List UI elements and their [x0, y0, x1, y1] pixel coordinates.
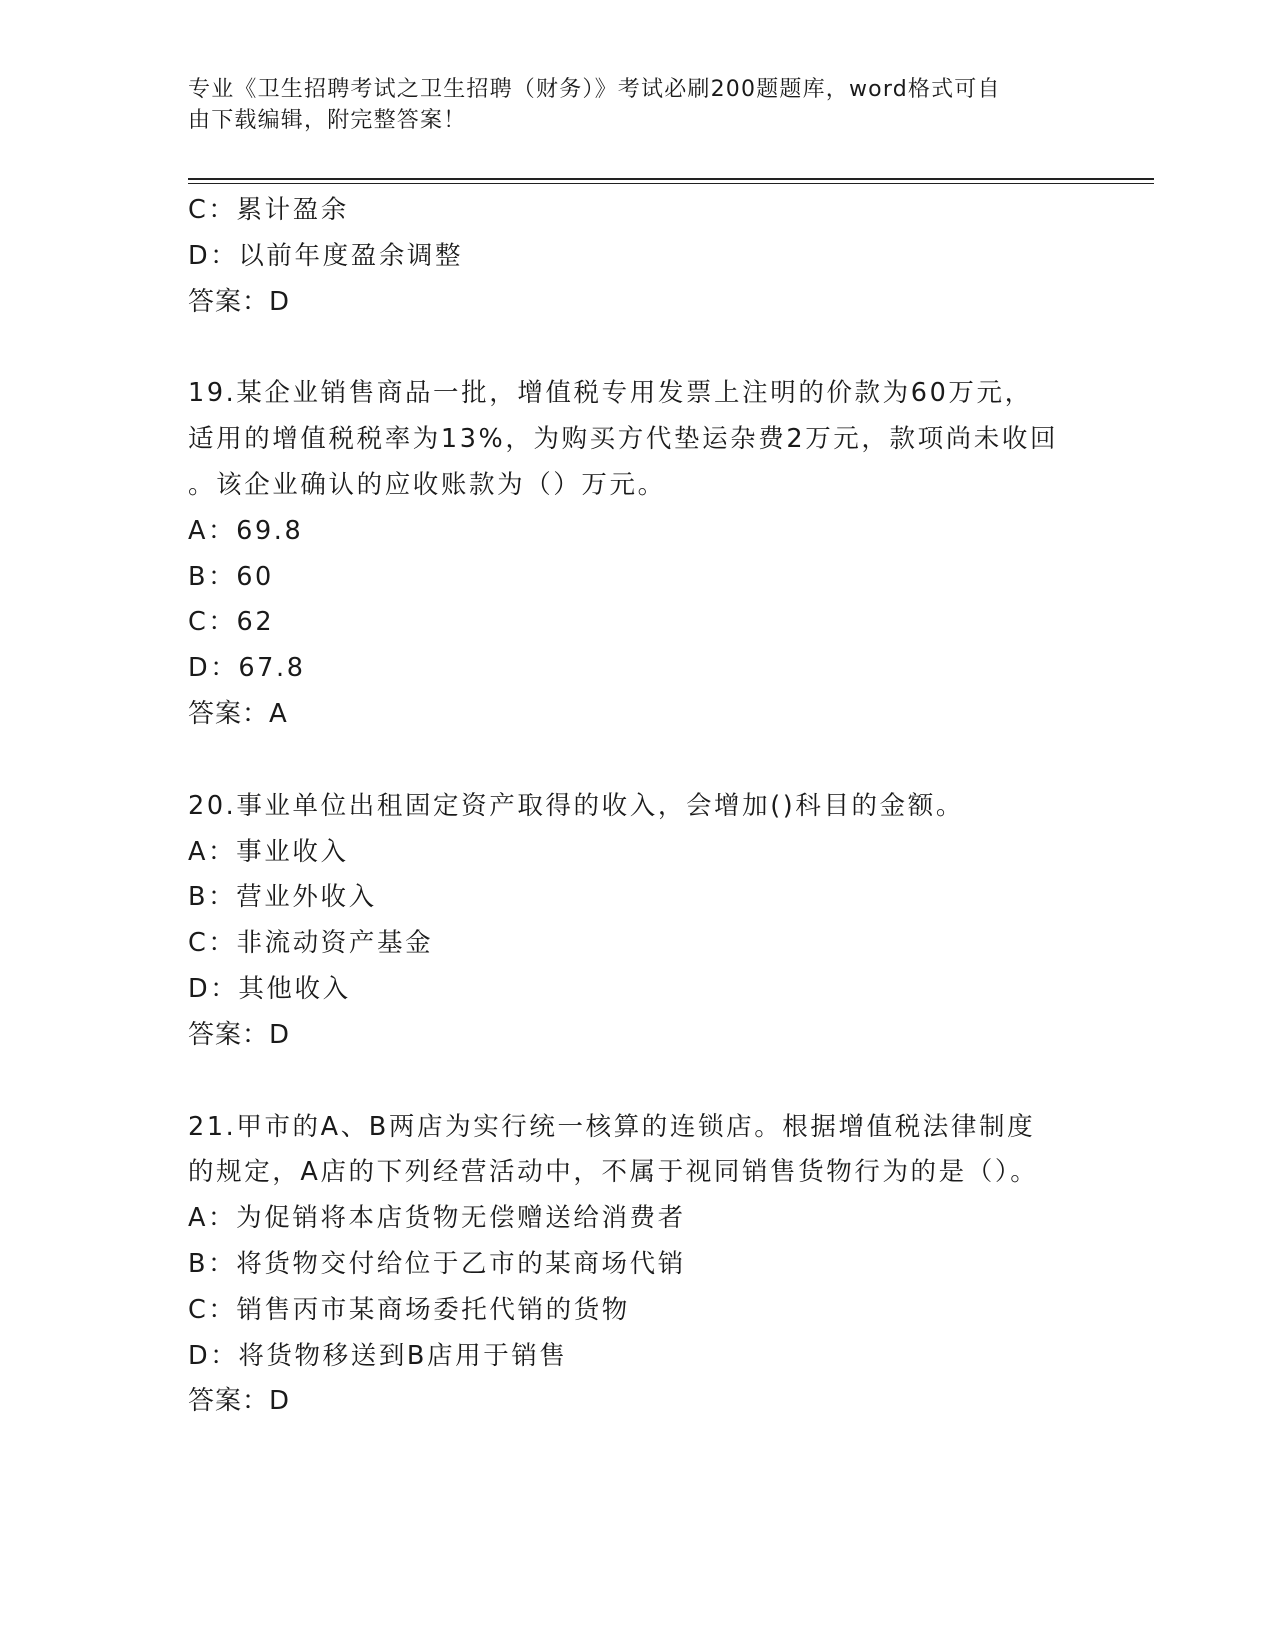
option-d: D：将货物移送到B店用于销售 — [188, 1340, 568, 1371]
question-stem: 20.事业单位出租固定资产取得的收入，会增加()科目的金额。 — [188, 790, 964, 821]
answer: 答案：D — [188, 286, 291, 317]
option-c: C：62 — [188, 607, 275, 638]
answer: 答案：D — [188, 1019, 291, 1050]
header-line-2: 由下载编辑，附完整答案！ — [188, 108, 467, 133]
question-stem: 。该企业确认的应收账款为（）万元。 — [188, 469, 666, 500]
question-20 — [188, 784, 1128, 1059]
option-b: B：将货物交付给位于乙市的某商场代销 — [188, 1248, 686, 1279]
option-d: D：以前年度盈余调整 — [188, 240, 464, 271]
option-c: C：非流动资产基金 — [188, 928, 434, 959]
option-a: A：事业收入 — [188, 836, 349, 867]
option-b: B：营业外收入 — [188, 882, 377, 913]
option-a: A：为促销将本店货物无偿赠送给消费者 — [188, 1203, 686, 1234]
option-d: D：其他收入 — [188, 973, 351, 1004]
option-b: B：60 — [188, 561, 274, 592]
option-c: C：销售丙市某商场委托代销的货物 — [188, 1294, 630, 1325]
question-21 — [188, 1105, 1128, 1426]
question-19 — [188, 371, 1128, 737]
header-line-1: 专业《卫生招聘考试之卫生招聘（财务）》考试必刷200题题库，word格式可自 — [188, 77, 1001, 102]
question-stem: 21.甲市的A、B两店为实行统一核算的连锁店。根据增值税法律制度 — [188, 1111, 1036, 1142]
question-stem: 的规定，A店的下列经营活动中，不属于视同销售货物行为的是（）。 — [188, 1157, 1039, 1188]
option-c: C：累计盈余 — [188, 195, 349, 225]
answer: 答案：A — [188, 698, 288, 729]
document-header — [188, 74, 1088, 136]
header-divider-thin — [188, 183, 1154, 184]
header-divider-thick — [188, 178, 1154, 180]
option-a: A：69.8 — [188, 515, 304, 546]
question-stem: 适用的增值税税率为13%，为购买方代垫运杂费2万元，款项尚未收回 — [188, 424, 1059, 455]
answer: 答案：D — [188, 1386, 291, 1417]
question-stem: 19.某企业销售商品一批，增值税专用发票上注明的价款为60万元， — [188, 378, 1033, 409]
question-18-tail — [188, 188, 1128, 325]
question-content — [188, 188, 1128, 1425]
option-d: D：67.8 — [188, 653, 306, 684]
